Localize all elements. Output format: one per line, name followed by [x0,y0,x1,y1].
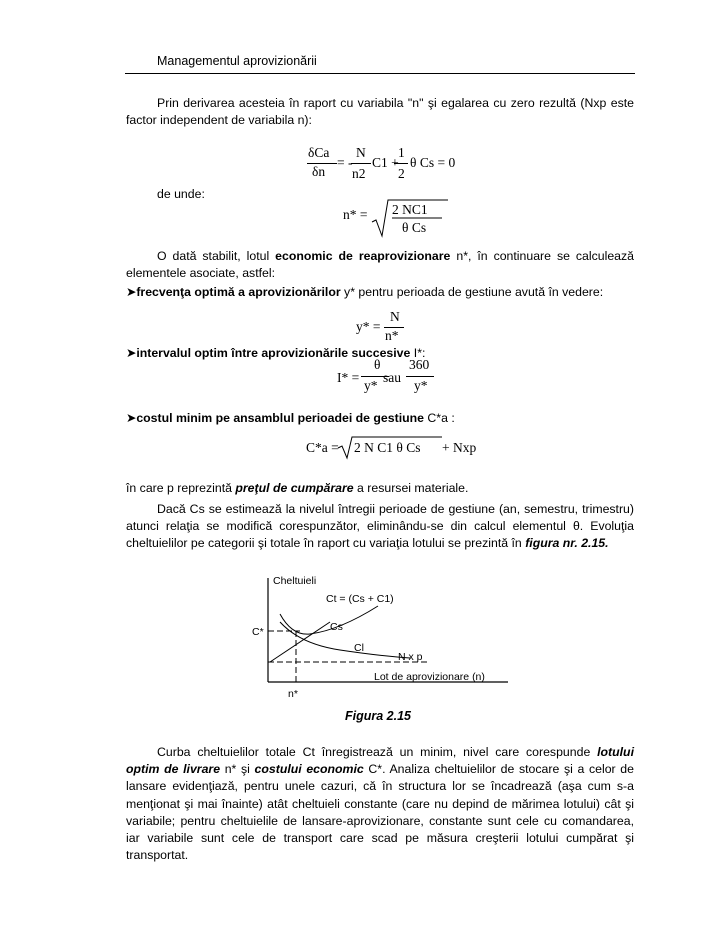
cstar-label: C* [252,626,264,638]
eq-deriv-frac1-num: N [356,145,366,160]
cs-line [270,622,330,662]
bullet-frecventa [126,285,603,299]
lot-paragraph [126,248,634,282]
cs-paragraph [126,501,634,553]
eq-C-lhs: C*a = [306,440,339,455]
pret-bi: preţul de cumpărare [235,481,354,495]
eq-C-rad: 2 N C1 θ Cs [354,440,421,455]
eq-deriv-frac2-den: 2 [398,166,405,181]
bullet-frecventa-bold: frecvenţa optimă a aprovizionărilor [136,285,341,299]
bullet-cost-rest: C*a : [424,411,455,425]
ct-curve [280,606,378,634]
nxp-label: N x p [398,651,423,663]
x-axis-label: Lot de aprovizionare (n) [374,671,485,683]
figure-caption: Figura 2.15 [345,709,411,723]
lot-post: n*, în continuare se calculează elementele asociate, astfel: [126,249,634,281]
bullet-interval-bold: intervalul optim între aprovizionările succesive [136,346,411,360]
eq-I-num1: θ [374,357,381,372]
eq-deriv-mid: = - [337,155,353,170]
final-b1: lotului optim de livrare [126,745,634,777]
eq-deriv-tail: θ Cs = 0 [410,155,456,170]
eq-deriv-frac1-bar [351,163,371,164]
arrow-bullet-icon: ➤ [126,285,137,299]
de-unde-label: de unde: [157,187,205,201]
eq-I-num2: 360 [409,357,430,372]
final-b2: costului economic [254,762,364,777]
eq-I-bar2 [406,376,434,377]
eq-deriv-lhs-num: δCa [308,145,330,160]
lot-bold: economic de reaprovizionare [275,249,451,263]
bullet-cost-bold: costul minim pe ansamblul perioadei de gestiune [136,411,424,425]
bullet-frecventa-rest: y* pentru perioada de gestiune avută în vedere: [340,285,604,299]
final-p1: Curba cheltuielilor totale Ct înregistrează un minim, nivel care corespunde [157,745,598,759]
eq-nstar-lhs: n* = [343,207,368,222]
eq-I-lhs: I* = [337,370,360,385]
cl-label: Cl [354,642,364,654]
nstar-label: n* [288,688,298,700]
y-axis-label: Cheltuieli [273,575,317,587]
pret-paragraph [126,480,634,497]
eq-deriv-frac2-bar [394,163,408,164]
cs-label: Cs [330,621,343,633]
header-rule [125,73,635,74]
eq-deriv-lhs-den: δn [312,164,326,179]
arrow-bullet-icon: ➤ [126,411,137,425]
pret-pre: în care p reprezintă [126,481,236,495]
final-p2: n* şi [220,762,255,777]
eq-I-den1: y* [364,378,378,393]
eq-I-den2: y* [414,378,428,393]
eq-nstar-den: θ Cs [402,220,427,235]
figure-2-15 [240,570,540,705]
final-p3: C*. Analiza cheltuielilor de stocare şi a celor de lansare evidenţiază, pentru unele cazuri, că în structura lor se încadrează (aşa cum s-a menţionat şi mai înainte) atât cheltuieli constante (care nu depind de mărimea lotului) cât şi variabile; pentru cheltuielile de lansare-aprovizionare, constante sunt cele cu comandarea, iar variabile sunt cele de transport care scad pe măsura creşterii lotului cumpărat şi transportat. [126,762,634,863]
eq-y-num: N [390,309,400,324]
ct-label: Ct = (Cs + C1) [326,593,394,605]
final-paragraph [126,744,634,864]
cs-text: Dacă Cs se estimează la nivelul întregii perioade de gestiune (an, semestru, trimestru) atunci relaţia se modifică corespunzător, eliminându-se din calcul elementul θ. Evoluţia cheltuielilor pe categorii şi totale în raport cu variaţia lotului se prezintă în [126,502,634,551]
pret-post: a resursei materiale. [353,481,469,495]
eq-y-den: n* [385,328,399,343]
lot-pre: O dată stabilit, lotul [157,249,276,263]
intro-paragraph: Prin derivarea acesteia în raport cu variabila "n" şi egalarea cu zero rezultă (Nxp este factor independent de variabila n): [126,96,634,128]
eq-deriv-frac1-den: n2 [352,166,366,181]
bullet-interval-rest: I*: [410,346,426,360]
cs-bi: figura nr. 2.15. [525,536,609,551]
bullet-interval [126,346,425,360]
eq-I-sau: sau [383,370,401,385]
cl-curve [280,622,410,658]
eq-nstar-num: 2 NC1 [392,202,428,217]
eq-C-tail: + Nxp [442,440,477,455]
eq-deriv-frac2-num: 1 [398,145,405,160]
eq-deriv-c1: C1 + [372,155,399,170]
eq-y-lhs: y* = [356,319,381,334]
bullet-cost [126,411,455,425]
arrow-bullet-icon: ➤ [126,346,137,360]
running-header: Managementul aprovizionării [157,54,317,68]
